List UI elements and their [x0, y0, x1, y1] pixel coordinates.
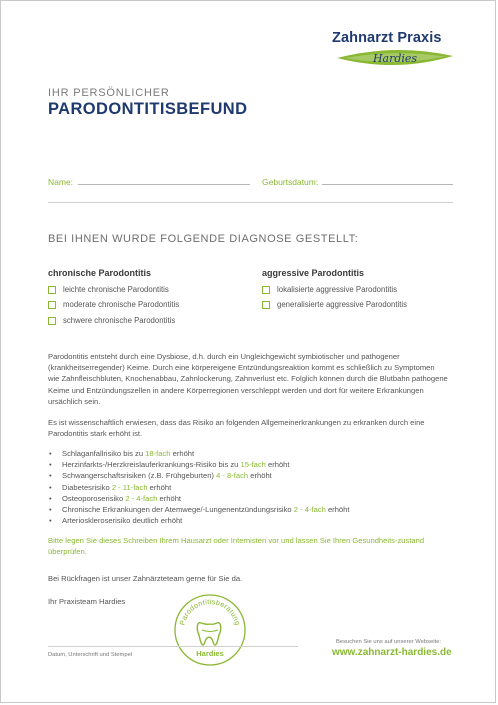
birthdate-label: Geburtsdatum: — [262, 177, 319, 187]
list-item: • Schlaganfallrisiko bis zu 18-fach erhöht — [48, 448, 458, 459]
option-schwere[interactable] — [48, 316, 175, 325]
option-label: leichte chronische Parodontitis — [63, 285, 169, 294]
divider — [48, 202, 453, 203]
stamp-arc-text: Parodontitisberatung — [177, 596, 243, 627]
option-label: schwere chronische Parodontitis — [63, 316, 176, 325]
list-item: • Herzinfarkts-/Herzkreislauferkrankungs-Risiko bis zu 15-fach erhöht — [48, 459, 458, 470]
list-item: • Diabetesrisiko 2 - 11-fach erhöht — [48, 482, 458, 493]
option-label: moderate chronische Parodontitis — [63, 300, 180, 309]
advice-paragraph: Bitte legen Sie dieses Schreiben Ihrem Hausarzt oder Internisten vor und lassen Sie Ihren Gesundheits-zustand überprüfen. — [48, 536, 425, 557]
pre-title: IHR PERSÖNLICHER — [48, 87, 170, 99]
diagnosis-title: BEI IHNEN WURDE FOLGENDE DIAGNOSE GESTELLT: — [48, 233, 359, 245]
checkbox[interactable] — [262, 301, 270, 309]
checkbox[interactable] — [48, 301, 56, 309]
signoff: Ihr Praxisteam Hardies — [48, 597, 126, 606]
checkbox[interactable] — [48, 317, 56, 325]
tooth-stamp-icon — [173, 593, 247, 667]
logo-script: Hardies — [372, 52, 418, 65]
option-lokalisiert[interactable] — [262, 285, 397, 294]
signature-label: Datum, Unterschrift und Stempel — [48, 652, 133, 658]
logo-name: Zahnarzt Praxis — [332, 30, 442, 46]
option-label: generalisierte aggressive Parodontitis — [277, 300, 408, 309]
intro-paragraph: Parodontitis entsteht durch eine Dysbiose, d.h. durch ein Ungleichgewicht symbiotischer und pathogener (krankheitserregender) Keime. Durch eine körpereigene Entzündungsreaktion kommt es schließlich zu Symptomen wie Zahnfleischbluten, Knochenabbau, Zahnlockerung, Zahnverlust etc. Folglich können durch die Blutbahn pathogene Keime und Entzündungszellen in andere Körperregionen verschleppt werden und dort für weitere Erkrankungen ursächlich sein. — [48, 352, 448, 406]
signature-line — [48, 646, 298, 647]
risk-paragraph: Es ist wissenschaftlich erwiesen, dass das Risiko an folgenden Allgemeinerkrankungen zu erkranken durch eine Parodontitis stark erhöht ist. — [48, 418, 425, 439]
checkbox[interactable] — [262, 286, 270, 294]
option-moderate[interactable] — [48, 300, 179, 309]
option-leichte[interactable] — [48, 285, 169, 294]
page-title: PARODONTITISBEFUND — [48, 100, 248, 118]
checkbox[interactable] — [48, 286, 56, 294]
risk-list — [48, 448, 458, 526]
name-field[interactable] — [78, 184, 250, 185]
list-item: • Chronische Erkrankungen der Atemwege/-Lungenentzündungsrisiko 2 - 4-fach erhöht — [48, 504, 458, 515]
stamp-bottom-text: Hardies — [196, 649, 224, 658]
list-item: • Arterioskleroserisiko deutlich erhöht — [48, 515, 458, 526]
questions-paragraph: Bei Rückfragen ist unser Zahnärzteteam gerne für Sie da. — [48, 574, 243, 583]
option-label: lokalisierte aggressive Parodontitis — [277, 285, 398, 294]
svg-text:Parodontitisberatung — [177, 597, 242, 626]
list-item: • Osteoporoserisiko 2 - 4-fach erhöht — [48, 493, 458, 504]
name-label: Name: — [48, 177, 74, 187]
logo-swoosh-icon — [335, 47, 455, 69]
website-link[interactable]: www.zahnarzt-hardies.de — [332, 647, 452, 658]
aggressive-heading: aggressive Parodontitis — [262, 268, 365, 278]
birthdate-field[interactable] — [322, 184, 453, 185]
list-item: • Schwangerschaftsrisiken (z.B. Frühgeburten) 4 - 8-fach erhöht — [48, 470, 458, 481]
option-generalisiert[interactable] — [262, 300, 407, 309]
chronic-heading: chronische Parodontitis — [48, 268, 152, 278]
website-intro: Besuchen Sie uns auf unserer Webseite: — [336, 639, 441, 645]
